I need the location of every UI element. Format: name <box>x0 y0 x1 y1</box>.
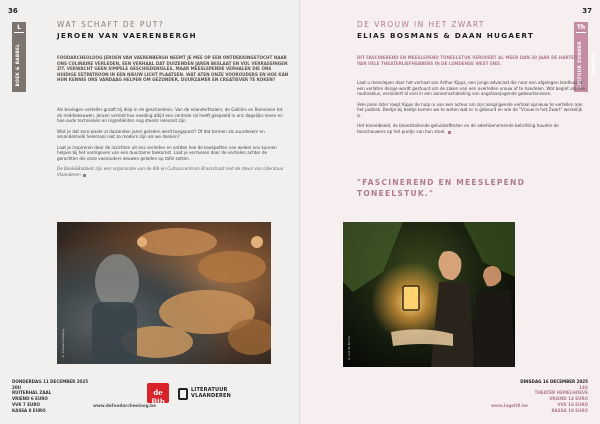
lv-line-1: LITERATUUR <box>191 387 228 393</box>
photo-credit: © Foodarcheoloog <box>61 329 65 358</box>
theatre-photo-illustration <box>343 222 515 367</box>
paragraph: Wist je dat zero waste al duizenden jaren geleden werd toegepast? Of dat termen als zuurdesem en amandelmelk helemaal niet zo modern zijn als we denken? <box>57 128 265 140</box>
page-number: 36 <box>8 7 18 15</box>
category-label: CULTUUR ZONDER ZORGEN <box>578 41 597 89</box>
event-info-right <box>520 379 588 413</box>
artist-name: JEROEN VAN VAERENBERGH <box>57 31 197 40</box>
lv-line-2: VLAANDEREN <box>191 392 231 399</box>
price-presale: VVK 16 EURO <box>557 401 588 407</box>
page-number-right: 37 <box>582 7 592 15</box>
paragraph-text: Het toneelbeeld, de bloedstollende geluidseffecten en de adembenemende belichting houden de toeschouwers op het puntje van hun stoel. <box>357 123 559 135</box>
end-mark <box>448 131 451 134</box>
event-info <box>12 379 88 413</box>
bib-logo-text: de Bib <box>151 388 165 406</box>
event-photo <box>57 222 271 364</box>
event-time: 14U <box>578 384 588 390</box>
event-time: 20U <box>12 384 22 390</box>
end-mark <box>83 174 86 177</box>
price-friend: VRIEND 6 EURO <box>12 396 48 402</box>
category-tab <box>12 22 26 92</box>
literatuur-vlaanderen-logo <box>178 387 240 401</box>
spine-shadow <box>299 0 301 424</box>
photo-credit: © Lot de Kirmis <box>347 336 351 361</box>
event-url-right[interactable]: www.lagelt8.be <box>491 403 528 408</box>
event-photo-right <box>343 222 515 367</box>
lv-mark-icon <box>178 388 188 400</box>
category-code: Th <box>576 24 586 31</box>
event-title-right: DE VROUW IN HET ZWART <box>357 20 485 29</box>
paragraph-last <box>357 123 587 134</box>
bib-logo <box>147 383 169 406</box>
event-venue: RUITERHAL ZAAL <box>12 390 52 396</box>
event-date: DONDERDAG 11 DECEMBER 2025 <box>12 379 89 384</box>
pull-quote: "FASCINEREND EN MEESLEPEND TONEELSTUK." <box>357 178 526 198</box>
category-code: L <box>17 24 21 31</box>
credit-line <box>57 166 289 177</box>
event-title: WAT SCHAFT DE PUT? <box>57 20 165 29</box>
food-photo-illustration <box>57 222 271 364</box>
credit-text: De Boek&Babbels zijn een organisatie van de Bib en Cultuurcentrum Brasschaat met de steun van Literatuur Vlaanderen <box>57 166 284 178</box>
artist-name-right: ELIAS BOSMANS & DAAN HUGAERT <box>357 31 535 40</box>
paragraph: Als bevlogen verteller graaft hij diep in de geschiedenis. Van de neanderthalers, de Galliërs en Romeinen tot de middeleeuwen, Jeroen verteld hoe voeding altijd een centrale rol heeft gespeeld in ons dagelijks leven en hoe oude technieken en ingrediënten nog steeds relevant zijn. <box>57 107 283 124</box>
lv-logo-text <box>191 388 231 400</box>
event-date: DINSDAG 16 DECEMBER 2025 <box>520 379 588 384</box>
intro-text-right: DIT FASCINEREND EN MEESLEPEND TONEELSTUK VEROVERT AL MEER DAN 30 JAAR DE HARTEN VAN VELE THEATERLIEFHEBBERS IN DE LONDENSE WEST END. <box>357 55 578 66</box>
price-door: KASSA 8 EURO <box>12 407 46 413</box>
price-door: KASSA 18 EURO <box>551 407 588 413</box>
category-label: BOEK & BABBEL <box>16 43 21 87</box>
article-body-right <box>357 80 587 139</box>
paragraph: Vele jaren later roept Kipps de hulp in van een acteur om zijn aangrijpende verhaal opnieuw te vertellen aan het publiek. Beetje bij beetje komen we te weten wat er is gebeurd en wie de "Vrouw in het Zwart" werkelijk is. <box>357 101 583 119</box>
event-url[interactable]: www.defoodarcheoloog.be <box>93 403 157 408</box>
paragraph: Laat u meeslepen door het verhaal van Arthur Kipps, een jonge advocaat die naar een afgelegen landhuis in een verlaten dorpje wordt gestuurd om de zaken van een overleden vrouw af te handelen. Wat begint als een routineklus, verandert al snel in een aaneenschakeling van angstaanjagende gebeurtenissen. <box>357 80 586 97</box>
price-presale: VVK 7 EURO <box>12 401 40 407</box>
article-body <box>57 107 289 182</box>
event-venue: THEATER HEMELHOEVE <box>534 390 588 396</box>
price-friend: VRIEND 14 EURO <box>549 396 588 402</box>
paragraph: Laat je inspireren door de inzichten uit ons verleden en ontdek hoe de kookpotten van weleer ons kunnen helpen bij het vormgeven van een duurzame toekomst. Laat je verrassen door de verhalen achter de gerechten die onze voorouders eeuwen geleden op tafel zetten. <box>57 144 277 162</box>
intro-text: FOODARCHEOLOOG JEROEN VAN VAERENBERGH NEEMT JE MEE OP EEN ONTDEKKINGSTOCHT NAAR ONS CULINAIRE VERLEDEN, EEN VERHAAL DAT DUIZENDEN JAREN BESLAAT EN VOL VERRASSINGEN ZIT. VERWACHT GEEN SIMPELE GESCHIEDENISLES, MAAR MEESLEPENDE VERHALEN DIE ONS HUIDIGE EETPATROON IN EEN NIEUW LICHT PLAATSEN. WAT ATEN ONZE VOOROUDERS EN HOE KAN HUN KENNIS ONS VANDAAG HELPEN OM GEZONDER, DUURZAMER EN CREATIEVER TE KOKEN? <box>57 55 289 83</box>
